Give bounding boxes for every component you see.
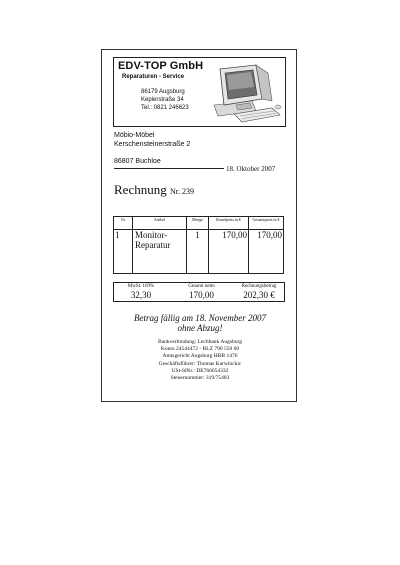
payment-due-line1: Betrag fällig am 18. November 2007 xyxy=(134,313,266,323)
recipient-name: Möbio-Möbel xyxy=(114,132,155,139)
mwst-label: MwSt. 169% xyxy=(127,284,155,289)
footer-vat-id: USt-IdNr.: DE766654332 xyxy=(171,367,229,374)
invoice-title xyxy=(114,182,194,198)
col-einzelpreis: Einzelpreis in € xyxy=(209,217,249,230)
invoice-date: 18. Oktober 2007 xyxy=(226,165,276,173)
recipient-city: 86807 Buchloe xyxy=(114,158,161,165)
col-menge: Menge xyxy=(187,217,209,230)
col-nr: Nr xyxy=(114,217,133,230)
date-underline xyxy=(114,168,224,169)
company-header xyxy=(113,57,286,127)
company-phone: Tel.: 0821 246623 xyxy=(141,105,189,111)
table-row xyxy=(114,230,284,274)
recipient-street: Kerschensteinerstraße 2 xyxy=(114,141,191,148)
cell-nr: 1 xyxy=(114,230,133,274)
betrag-value: 202,30 € xyxy=(243,290,275,300)
invoice-number: Nr. 239 xyxy=(169,187,194,196)
cell-einzelpreis: 170,00 xyxy=(209,230,249,274)
footer-manager: Geschäftsführer: Thomas Karwinckic xyxy=(158,360,242,367)
footer-account: Konto 24544472 - BLZ 790 550 00 xyxy=(160,346,240,353)
invoice-page xyxy=(101,49,297,402)
cell-menge: 1 xyxy=(187,230,209,274)
items-table xyxy=(113,216,284,274)
invoice-label: Rechnung xyxy=(114,182,167,197)
cell-gesamtpreis: 170,00 xyxy=(249,230,284,274)
footer-bank: Bankverbindung: Lechbank Augsburg xyxy=(158,339,242,345)
col-artikel: Artikel xyxy=(133,217,187,230)
company-name: EDV-TOP GmbH xyxy=(118,60,204,72)
table-header-row xyxy=(114,217,284,230)
payment-due-line2: ohne Abzug! xyxy=(177,323,223,333)
company-city: 86179 Augsburg xyxy=(141,89,185,95)
netto-value: 170,00 xyxy=(189,290,214,300)
company-street: Keplerstraße 34 xyxy=(141,97,184,103)
computer-icon xyxy=(206,61,284,125)
footer-tax-number: Steuernummer: 319/75483 xyxy=(170,375,230,382)
betrag-label: Rechnungsbetrag xyxy=(241,284,277,289)
company-tagline: Reparaturen - Service xyxy=(122,74,185,80)
footer-court: Amtsgericht Augsburg HRB 1476 xyxy=(162,353,238,360)
footer-info xyxy=(102,339,298,382)
mwst-value: 32,30 xyxy=(130,290,152,300)
netto-label: Gesamt netto xyxy=(188,284,215,289)
totals-box xyxy=(113,282,285,302)
col-gesamtpreis: Gesamtpreis in € xyxy=(249,217,284,230)
cell-artikel: Monitor-Reparatur xyxy=(133,230,187,274)
